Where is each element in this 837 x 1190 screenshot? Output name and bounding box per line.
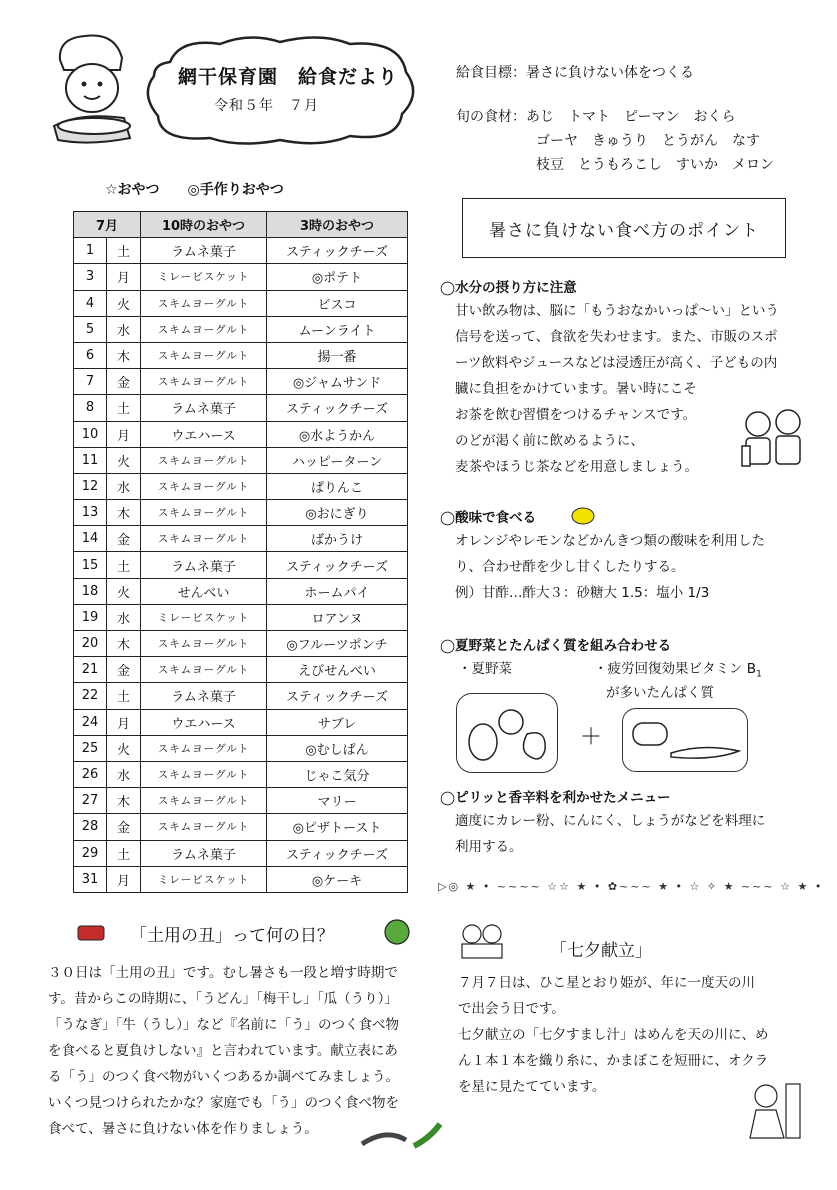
am-snack-cell: ミレービスケット: [141, 866, 267, 892]
pm-snack-cell: ◎水ようかん: [267, 421, 408, 447]
weekday-cell: 火: [107, 578, 141, 604]
day-cell: 24: [74, 709, 107, 735]
table-row: [74, 657, 408, 683]
weekday-cell: 水: [107, 761, 141, 787]
text-line: オレンジやレモンなどかんきつ類の酸味を利用した: [455, 533, 765, 549]
text-line: 食べて、暑さに負けない体を作りましょう。: [48, 1121, 318, 1137]
day-cell: 15: [74, 552, 107, 578]
newsletter-title: 網干保育園 給食だより: [178, 66, 399, 88]
weekday-cell: 水: [107, 604, 141, 630]
weekday-cell: 金: [107, 814, 141, 840]
table-row: [74, 631, 408, 657]
table-row: [74, 814, 408, 840]
text-line: お茶を飲む習慣をつけるチャンスです。: [455, 407, 697, 423]
pm-snack-cell: ◎フルーツポンチ: [267, 631, 408, 657]
veg-heading: ◯夏野菜とたんぱく質を組み合わせる: [440, 638, 672, 654]
table-row: [74, 369, 408, 395]
day-cell: 21: [74, 657, 107, 683]
meal-goal: 給食目標：暑さに負けない体をつくる: [456, 65, 694, 81]
weekday-cell: 火: [107, 735, 141, 761]
pm-snack-cell: ◎むしぱん: [267, 735, 408, 761]
meat-icon: [76, 922, 106, 944]
day-cell: 20: [74, 631, 107, 657]
am-snack-cell: スキムヨーグルト: [141, 316, 267, 342]
text-line: る「う」のつく食べ物がいくつあるか調べてみましょう。: [48, 1069, 399, 1085]
day-cell: 12: [74, 473, 107, 499]
text-line: ３０日は「土用の丑」です。むし暑さも一段と増す時期で: [48, 965, 398, 981]
am-snack-cell: スキムヨーグルト: [141, 814, 267, 840]
text-line: 適度にカレー粉、にんにく、しょうがなどを料理に: [455, 813, 766, 829]
am-snack-cell: スキムヨーグルト: [141, 369, 267, 395]
table-row: [74, 788, 408, 814]
snack-table: [73, 211, 408, 893]
plus-sign: ＋: [580, 725, 603, 750]
column-header-pm: 3時のおやつ: [267, 212, 408, 238]
day-cell: 6: [74, 342, 107, 368]
weekday-cell: 木: [107, 788, 141, 814]
pm-snack-cell: ムーンライト: [267, 316, 408, 342]
pm-snack-cell: ◎ポテト: [267, 264, 408, 290]
table-row: [74, 552, 408, 578]
am-snack-cell: ラムネ菓子: [141, 238, 267, 264]
am-snack-cell: スキムヨーグルト: [141, 657, 267, 683]
text-line: 七夕献立の「七夕すまし汁」はめんを天の川に、め: [458, 1027, 769, 1043]
tips-title: 暑さに負けない食べ方のポイント: [489, 220, 759, 241]
day-cell: 14: [74, 526, 107, 552]
weekday-cell: 木: [107, 631, 141, 657]
table-row: [74, 761, 408, 787]
weekday-cell: 土: [107, 683, 141, 709]
weekday-cell: 土: [107, 395, 141, 421]
pm-snack-cell: じゃこ気分: [267, 761, 408, 787]
table-row: [74, 866, 408, 892]
protein-label-sub: 1: [756, 669, 762, 680]
table-row: [74, 421, 408, 447]
am-snack-cell: スキムヨーグルト: [141, 788, 267, 814]
am-snack-cell: ラムネ菓子: [141, 683, 267, 709]
table-row: [74, 473, 408, 499]
text-line: で出会う日です。: [458, 1001, 565, 1017]
pm-snack-cell: スティックチーズ: [267, 840, 408, 866]
table-row: [74, 290, 408, 316]
am-snack-cell: ラムネ菓子: [141, 840, 267, 866]
text-line: 甘い飲み物は、脳に「もうおなかいっぱ〜い」という: [455, 303, 779, 319]
day-cell: 29: [74, 840, 107, 866]
table-row: [74, 500, 408, 526]
am-snack-cell: ウエハース: [141, 709, 267, 735]
pm-snack-cell: マリー: [267, 788, 408, 814]
text-line: 信号を送って、食欲を失わせます。また、市販のスポ: [455, 329, 778, 345]
table-row: [74, 395, 408, 421]
day-cell: 25: [74, 735, 107, 761]
am-snack-cell: スキムヨーグルト: [141, 631, 267, 657]
am-snack-cell: スキムヨーグルト: [141, 761, 267, 787]
am-snack-cell: スキムヨーグルト: [141, 735, 267, 761]
am-snack-cell: ミレービスケット: [141, 264, 267, 290]
column-header-am: 10時のおやつ: [141, 212, 267, 238]
text-line: を星に見たてています。: [458, 1079, 606, 1095]
tanabata-heading: 「七夕献立」: [550, 941, 652, 961]
weekday-cell: 月: [107, 866, 141, 892]
text-line: ん１本１本を織り糸に、かまぼこを短冊に、オクラ: [458, 1053, 769, 1069]
pm-snack-cell: ハッピーターン: [267, 447, 408, 473]
weekday-cell: 土: [107, 840, 141, 866]
day-cell: 18: [74, 578, 107, 604]
text-line: ７月７日は、ひこ星とおり姫が、年に一度天の川: [458, 975, 755, 991]
table-row: [74, 526, 408, 552]
seasonal-line: あじ トマト ピーマン おくら: [526, 109, 736, 125]
spice-heading: ◯ピリッと香辛料を利かせたメニュー: [440, 790, 671, 806]
vegetable-illustration-box: [456, 693, 558, 773]
am-snack-cell: スキムヨーグルト: [141, 500, 267, 526]
am-snack-cell: ミレービスケット: [141, 604, 267, 630]
am-snack-cell: せんべい: [141, 578, 267, 604]
day-cell: 11: [74, 447, 107, 473]
day-cell: 4: [74, 290, 107, 316]
eel-cucumber-icon: [356, 1118, 446, 1158]
seasonal-line: ゴーヤ きゅうり とうがん なす: [536, 133, 760, 149]
seasonal-label: 旬の食材：: [456, 109, 526, 125]
weekday-cell: 金: [107, 657, 141, 683]
protein-label-2: が多いたんぱく質: [606, 685, 714, 701]
pm-snack-cell: ホームパイ: [267, 578, 408, 604]
text-line: 麦茶やほうじ茶などを用意しましょう。: [455, 459, 698, 475]
tips-title-box: [462, 198, 786, 258]
text-line: を食べると夏負けしない』と言われています。献立表にあ: [48, 1043, 398, 1059]
column-header-month: 7月: [74, 212, 141, 238]
seasonal-ingredients: [456, 105, 774, 177]
pm-snack-cell: ◎ピザトースト: [267, 814, 408, 840]
am-snack-cell: ラムネ菓子: [141, 395, 267, 421]
table-row: [74, 683, 408, 709]
pm-snack-cell: スティックチーズ: [267, 238, 408, 264]
text-line: す。昔からこの時期に、「うどん」「梅干し」「瓜（うり）」: [48, 991, 398, 1007]
text-line: いくつ見つけられたかな？家庭でも「う」のつく食べ物を: [48, 1095, 399, 1111]
pm-snack-cell: えびせんべい: [267, 657, 408, 683]
weekday-cell: 月: [107, 264, 141, 290]
text-line: 「うなぎ」「牛（うし）」など『名前に「う」のつく食べ物: [48, 1017, 399, 1033]
weekday-cell: 木: [107, 342, 141, 368]
snack-legend: ☆おやつ ◎手作りおやつ: [105, 182, 284, 198]
issue-date: 令和５年 ７月: [214, 98, 319, 114]
table-row: [74, 342, 408, 368]
pm-snack-cell: ロアンヌ: [267, 604, 408, 630]
text-line: 利用する。: [455, 839, 523, 855]
vegetables-icon: [457, 694, 557, 772]
weekday-cell: 金: [107, 526, 141, 552]
table-row: [74, 604, 408, 630]
pm-snack-cell: 揚一番: [267, 342, 408, 368]
sour-body: [455, 528, 805, 606]
weekday-cell: 土: [107, 238, 141, 264]
day-cell: 22: [74, 683, 107, 709]
day-cell: 3: [74, 264, 107, 290]
water-heading: ◯水分の摂り方に注意: [440, 280, 577, 296]
table-row: [74, 578, 408, 604]
sour-heading: ◯酸味で食べる: [440, 510, 537, 526]
day-cell: 7: [74, 369, 107, 395]
weekday-cell: 水: [107, 473, 141, 499]
text-line: 例）甘酢…酢大３：砂糖大 1.5：塩小 1/3: [455, 585, 710, 601]
text-line: 臓に負担をかけています。暑い時にこそ: [455, 381, 697, 397]
table-row: [74, 447, 408, 473]
day-cell: 10: [74, 421, 107, 447]
melon-icon: [380, 916, 414, 946]
table-row: [74, 238, 408, 264]
pm-snack-cell: スティックチーズ: [267, 552, 408, 578]
am-snack-cell: スキムヨーグルト: [141, 342, 267, 368]
protein-illustration-box: [622, 708, 748, 772]
table-row: [74, 316, 408, 342]
pm-snack-cell: ◎ジャムサンド: [267, 369, 408, 395]
text-line: のどが渇く前に飲めるように、: [455, 433, 644, 449]
pm-snack-cell: ビスコ: [267, 290, 408, 316]
weekday-cell: 木: [107, 500, 141, 526]
doyo-heading: 「土用の丑」って何の日？: [130, 926, 334, 946]
text-line: り、合わせ酢を少し甘くしたりする。: [455, 559, 685, 575]
pm-snack-cell: スティックチーズ: [267, 683, 408, 709]
pm-snack-cell: ◎ケーキ: [267, 866, 408, 892]
decorative-star-divider: ▷◎ ★ • ~~~~ ☆☆ ★ • ✿~~~ ★ • ☆ ✧ ★ ~~~ ☆ ★ •: [438, 880, 824, 893]
weekday-cell: 土: [107, 552, 141, 578]
day-cell: 26: [74, 761, 107, 787]
pm-snack-cell: サブレ: [267, 709, 408, 735]
day-cell: 13: [74, 500, 107, 526]
spice-body: [455, 808, 805, 860]
protein-label-text: ・疲労回復効果ビタミン B: [594, 661, 757, 677]
weekday-cell: 月: [107, 709, 141, 735]
pig-fish-icon: [623, 709, 747, 771]
table-header-row: [74, 212, 408, 238]
weekday-cell: 金: [107, 369, 141, 395]
am-snack-cell: スキムヨーグルト: [141, 473, 267, 499]
weekday-cell: 月: [107, 421, 141, 447]
table-row: [74, 735, 408, 761]
day-cell: 28: [74, 814, 107, 840]
table-row: [74, 840, 408, 866]
doyo-body: [48, 960, 443, 1142]
pm-snack-cell: スティックチーズ: [267, 395, 408, 421]
title-cloud: [140, 32, 422, 148]
weekday-cell: 水: [107, 316, 141, 342]
day-cell: 27: [74, 788, 107, 814]
kids-drinking-illustration: [738, 402, 808, 472]
veg-label: ・夏野菜: [458, 661, 512, 677]
pm-snack-cell: ぱりんこ: [267, 473, 408, 499]
chef-illustration: [40, 30, 145, 148]
am-snack-cell: スキムヨーグルト: [141, 447, 267, 473]
table-row: [74, 264, 408, 290]
am-snack-cell: スキムヨーグルト: [141, 526, 267, 552]
pm-snack-cell: ばかうけ: [267, 526, 408, 552]
seasonal-line: 枝豆 とうもろこし すいか メロン: [536, 157, 774, 173]
table-row: [74, 709, 408, 735]
day-cell: 1: [74, 238, 107, 264]
weekday-cell: 火: [107, 290, 141, 316]
am-snack-cell: ラムネ菓子: [141, 552, 267, 578]
weekday-cell: 火: [107, 447, 141, 473]
orihime-illustration: [740, 1078, 806, 1142]
day-cell: 31: [74, 866, 107, 892]
lemon-icon: [570, 506, 596, 526]
pm-snack-cell: ◎おにぎり: [267, 500, 408, 526]
day-cell: 5: [74, 316, 107, 342]
tanabata-kids-illustration: [456, 918, 508, 962]
am-snack-cell: ウエハース: [141, 421, 267, 447]
day-cell: 8: [74, 395, 107, 421]
am-snack-cell: スキムヨーグルト: [141, 290, 267, 316]
text-line: ーツ飲料やジュースなどは浸透圧が高く、子どもの内: [455, 355, 778, 371]
day-cell: 19: [74, 604, 107, 630]
